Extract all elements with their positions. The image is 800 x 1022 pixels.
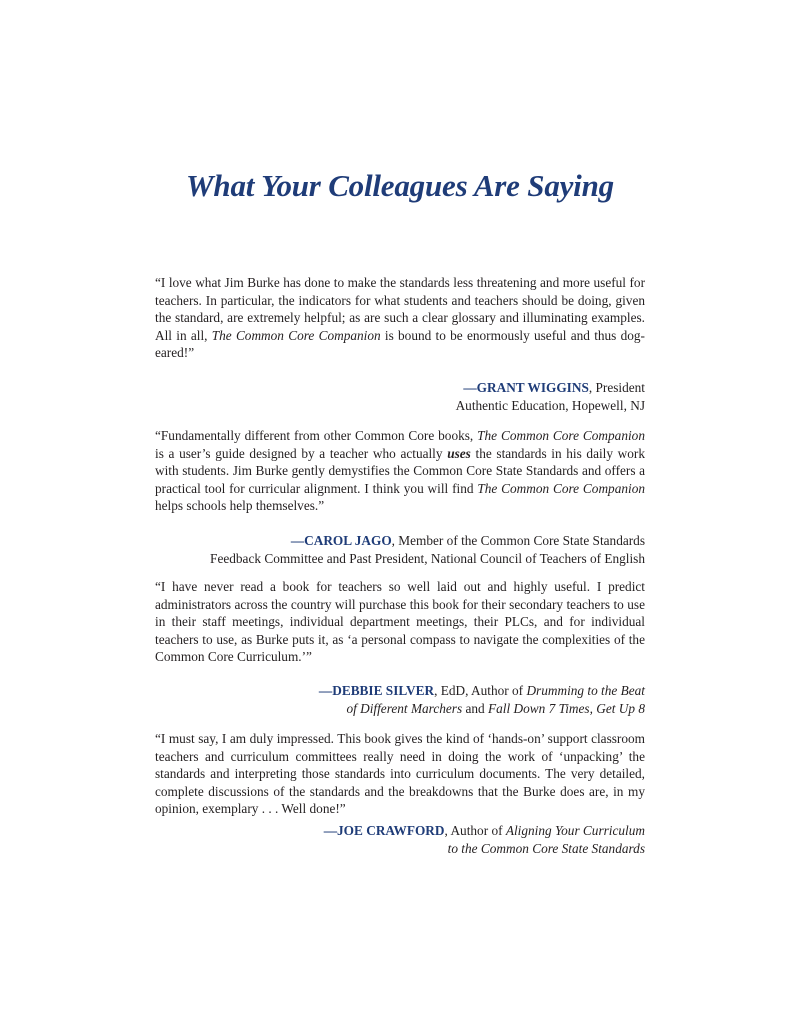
quote-text: is bound to be enormously useful and thus dog-eared!”	[155, 327, 645, 361]
attribution-role: , President	[588, 379, 645, 395]
testimonial-quote	[155, 274, 645, 362]
testimonial	[155, 427, 645, 567]
attribution-role: , EdD, Author of	[434, 682, 527, 698]
book-title: The Common Core Companion	[477, 480, 645, 496]
quote-text: “Fundamentally different from other Common Core books,	[155, 428, 478, 443]
emphasis-text: uses	[447, 445, 471, 461]
book-title: Fall Down 7 Times, Get Up 8	[488, 700, 645, 716]
testimonial-attribution	[155, 532, 645, 567]
attribution-dash: —	[318, 682, 333, 698]
attribution-name: CAROL JAGO	[304, 532, 392, 548]
book-title: The Common Core Companion	[211, 327, 381, 343]
book-title: of Different Marchers	[346, 700, 463, 716]
testimonial	[155, 578, 645, 717]
attribution-dash: —	[463, 379, 477, 395]
attribution-name: JOE CRAWFORD	[337, 822, 445, 838]
attribution-role: , Author of	[444, 822, 506, 838]
testimonial	[155, 730, 645, 857]
attribution-name: GRANT WIGGINS	[476, 379, 589, 395]
attribution-name: DEBBIE SILVER	[332, 682, 435, 698]
attribution-role: and	[462, 700, 489, 716]
attribution-dash: —	[290, 532, 305, 548]
testimonial-quote: “I have never read a book for teachers so well laid out and highly useful. I predict administrators across the country will purchase this book for their secondary teachers to use in their staff meetings, individual department meetings, their PLCs, and for individual teachers to use, as Burke puts it, as ‘a personal compass to navigate the complexities of the Common Core Curriculum.’”	[155, 579, 645, 665]
testimonial-attribution	[155, 822, 645, 857]
testimonial	[155, 274, 645, 414]
attribution-role: , Member of the Common Core State Standards	[391, 532, 645, 548]
book-title: to the Common Core State Standards	[447, 840, 645, 856]
attribution-dash: —	[323, 822, 338, 838]
testimonial-attribution	[155, 379, 645, 414]
attribution-role: Authentic Education, Hopewell, NJ	[455, 397, 645, 413]
quote-text: the standards in his daily work with students. Jim Burke gently demystifies the Common Core State Standards and offers a practical tool for curricular alignment. I think you will find	[155, 445, 645, 496]
testimonial-attribution	[155, 682, 645, 717]
attribution-role: Feedback Committee and Past President, National Council of Teachers of English	[210, 550, 645, 566]
testimonial-quote: “I must say, I am duly impressed. This book gives the kind of ‘hands-on’ support classroom teachers and curriculum committees really need in doing the work of ‘unpacking’ the standards and interpreting those standards into curriculum documents. The very detailed, complete discussions of the standards and the breakdowns that the Burke does are, in my opinion, exemplary . . . Well done!”	[155, 731, 645, 817]
book-title: Aligning Your Curriculum	[505, 822, 645, 838]
page-title: What Your Colleagues Are Saying	[186, 168, 614, 203]
testimonial-quote	[155, 427, 645, 515]
quote-text: “I love what Jim Burke has done to make the standards less threatening and more useful for teachers. In particular, the indicators for what students and teachers should be doing, given the standard, are extremely helpful; as are such a clear glossary and illuminating examples. All in all,	[155, 275, 645, 343]
book-title: Drumming to the Beat	[526, 682, 645, 698]
quote-text: helps schools help themselves.”	[155, 498, 325, 514]
book-title: The Common Core Companion	[477, 428, 645, 443]
quote-text: is a user’s guide designed by a teacher who actually	[155, 445, 448, 461]
